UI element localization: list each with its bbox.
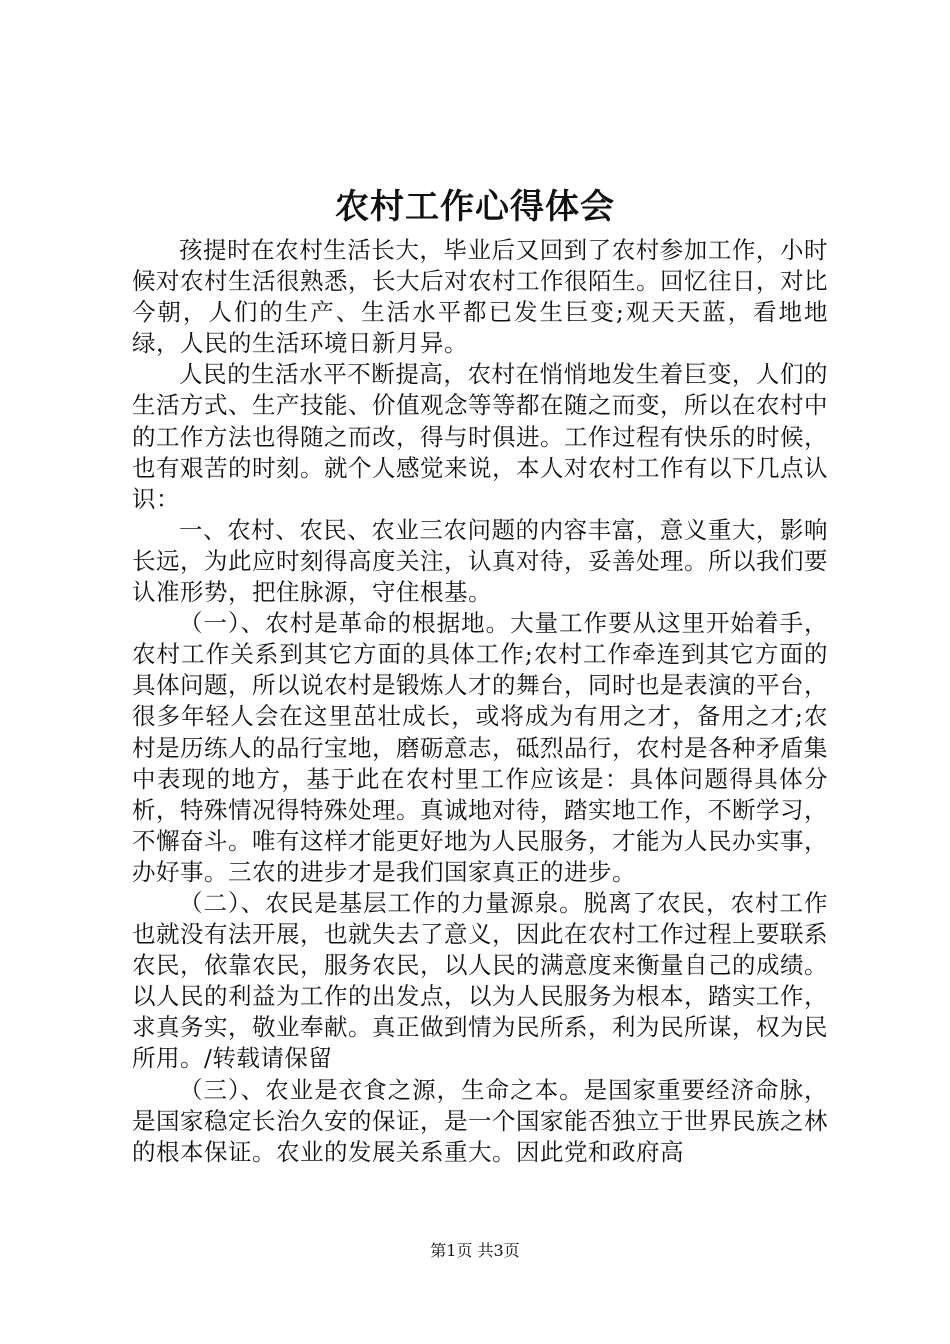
paragraph-5: （二）、农民是基层工作的力量源泉。脱离了农民，农村工作也就没有法开展，也就失去了意义，因此在农村工作过程上要联系农民，依靠农民，服务农民，以人民的满意度来衡量自己的成绩。以人民的利益为工作的出发点，以为人民服务为根本，踏实工作，求真务实，敬业奉献。真正做到情为民所系，利为民所谋，权为民所用。/转载请保留 [132,888,828,1073]
document-title: 农村工作心得体会 [335,187,615,227]
paragraph-3: 一、农村、农民、农业三农问题的内容丰富，意义重大，影响长远，为此应时刻得高度关注，认真对待，妥善处理。所以我们要认准形势，把住脉源，守住根基。 [132,515,828,607]
page-number: 第1页 共3页 [430,1241,520,1260]
paragraph-4: （一）、农村是革命的根据地。大量工作要从这里开始着手，农村工作关系到其它方面的具体工作;农村工作牵连到其它方面的具体问题，所以说农村是锻炼人才的舞台，同时也是表演的平台，很多年轻人会在这里茁壮成长，或将成为有用之才，备用之才;农村是历练人的品行宝地，磨砺意志，砥烈品行，农村是各种矛盾集中表现的地方，基于此在农村里工作应该是：具体问题得具体分析，特殊情况得特殊处理。真诚地对待，踏实地工作，不断学习，不懈奋斗。唯有这样才能更好地为人民服务，才能为人民办实事，办好事。三农的进步才是我们国家真正的进步。 [132,609,828,886]
document-body [132,235,828,1168]
paragraph-1: 孩提时在农村生活长大，毕业后又回到了农村参加工作，小时候对农村生活很熟悉，长大后对农村工作很陌生。回忆往日，对比今朝，人们的生产、生活水平都已发生巨变;观天天蓝，看地地绿，人民的生活环境日新月异。 [132,236,828,358]
paragraph-2: 人民的生活水平不断提高，农村在悄悄地发生着巨变，人们的生活方式、生产技能、价值观念等等都在随之而变，所以在农村中的工作方法也得随之而改，得与时俱进。工作过程有快乐的时候，也有艰苦的时刻。就个人感觉来说，本人对农村工作有以下几点认识： [132,360,828,513]
paragraph-6: （三）、农业是衣食之源，生命之本。是国家重要经济命脉，是国家稳定长治久安的保证，是一个国家能否独立于世界民族之林的根本保证。农业的发展关系重大。因此党和政府高 [132,1075,828,1166]
